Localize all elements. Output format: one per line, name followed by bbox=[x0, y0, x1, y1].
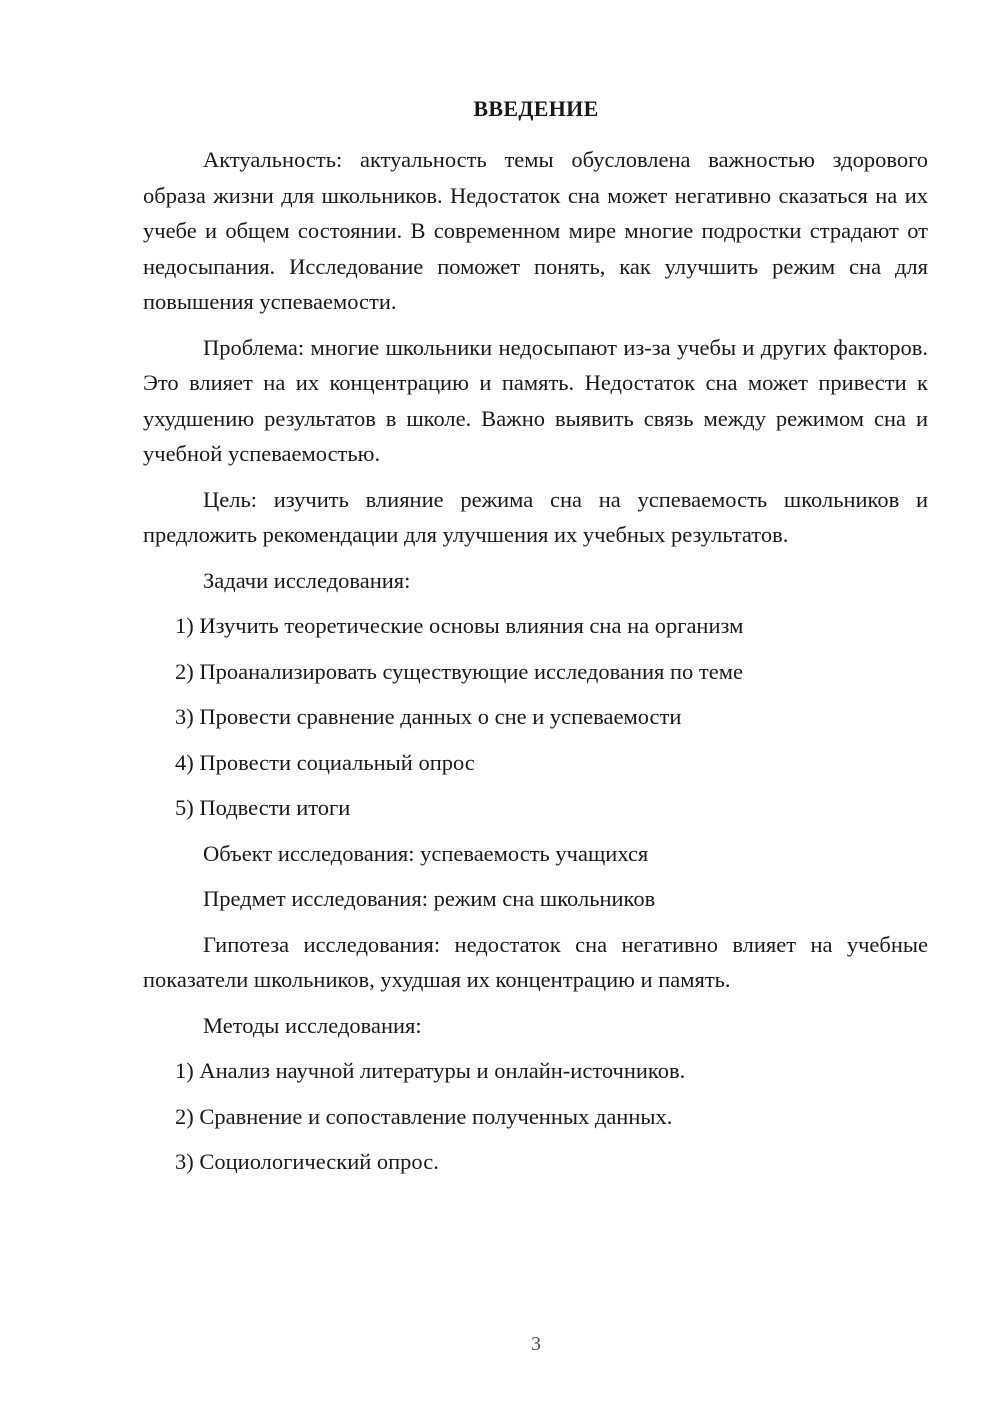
research-subject: Предмет исследования: режим сна школьников bbox=[203, 886, 656, 911]
task-item: 5) Подвести итоги bbox=[175, 795, 351, 820]
task-item: 2) Проанализировать существующие исследования по теме bbox=[175, 658, 743, 684]
research-object: Объект исследования: успеваемость учащихся bbox=[203, 840, 649, 866]
methods-heading: Методы исследования: bbox=[203, 1012, 422, 1038]
page-number: 3 bbox=[531, 1333, 541, 1355]
task-item: 1) Изучить теоретические основы влияния сна на организм bbox=[175, 613, 744, 638]
method-item: 3) Социологический опрос. bbox=[175, 1149, 439, 1174]
method-item: 1) Анализ научной литературы и онлайн-источников. bbox=[175, 1058, 686, 1083]
problem-paragraph: Проблема: многие школьники недосыпают из-за учебы и других факторов. Это влияет на их концентрацию и память. Недостаток сна может привести к ухудшению результатов в школе. Важно выявить связь между режимом сна и учебной успеваемостью. bbox=[143, 334, 928, 466]
relevance-paragraph: Актуальность: актуальность темы обусловлена важностью здорового образа жизни для школьников. Недостаток сна может негативно сказаться на их учебе и общем состоянии. В современном мире многие подростки страдают от недосыпания. Исследование поможет понять, как улучшить режим сна для повышения успеваемости. bbox=[143, 147, 928, 314]
document-body bbox=[143, 142, 928, 1190]
hypothesis-paragraph: Гипотеза исследования: недостаток сна негативно влияет на учебные показатели школьников, ухудшая их концентрацию и память. bbox=[143, 931, 928, 992]
task-item: 4) Провести социальный опрос bbox=[175, 749, 475, 775]
goal-paragraph: Цель: изучить влияние режима сна на успеваемость школьников и предложить рекомендации для улучшения их учебных результатов. bbox=[143, 486, 928, 547]
tasks-heading: Задачи исследования: bbox=[203, 567, 411, 593]
method-item: 2) Сравнение и сопоставление полученных данных. bbox=[175, 1103, 673, 1129]
task-item: 3) Провести сравнение данных о сне и успеваемости bbox=[175, 704, 682, 729]
page-title: ВВЕДЕНИЕ bbox=[473, 96, 599, 121]
